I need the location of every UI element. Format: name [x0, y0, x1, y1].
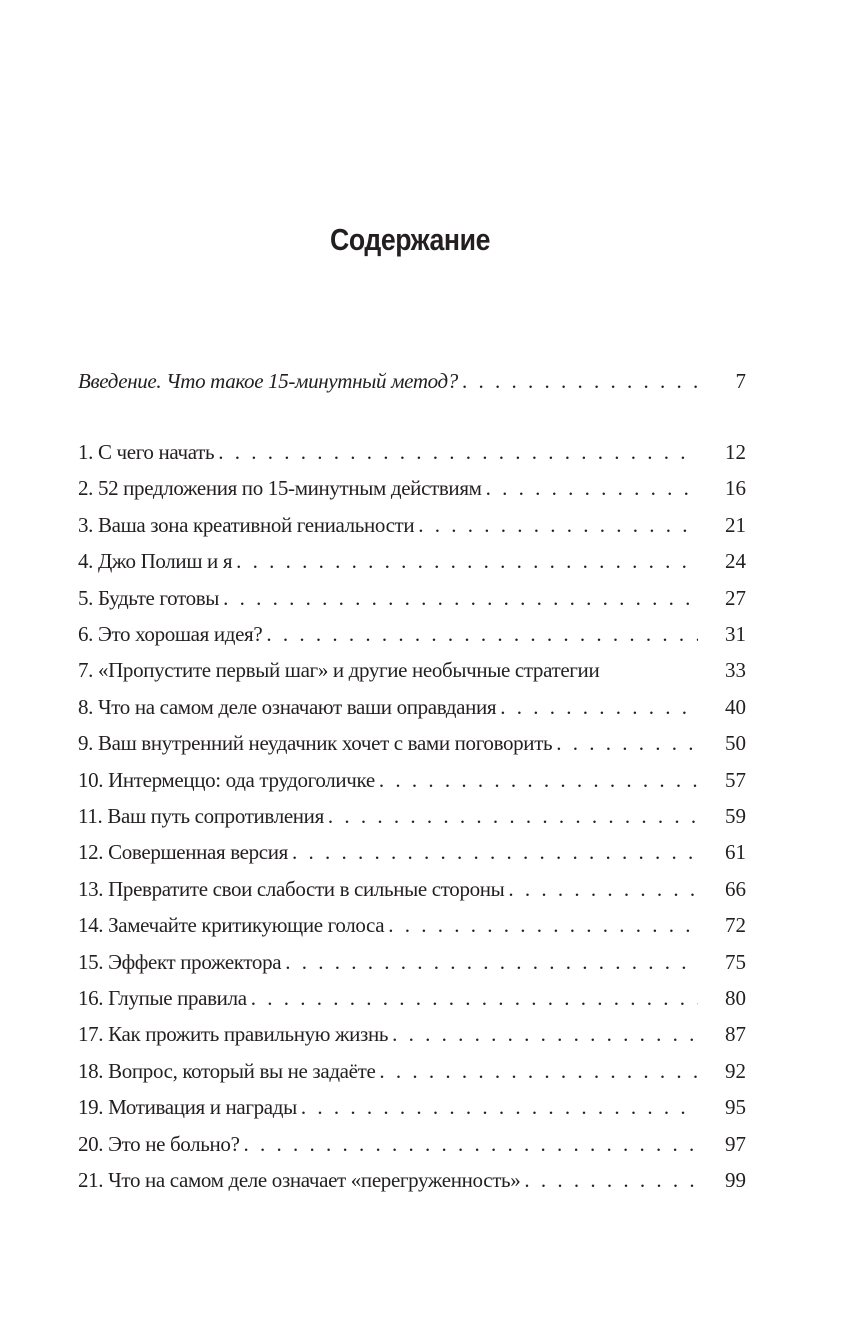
toc-entry-label: Введение. Что такое 15-минутный метод?	[78, 369, 458, 393]
toc-page-number: 75	[725, 949, 746, 974]
toc-dot-leader	[379, 1053, 698, 1089]
toc-entry[interactable]	[78, 871, 746, 907]
toc-dot-leader	[251, 980, 698, 1016]
toc-dot-leader	[223, 580, 698, 616]
toc-page-number: 16	[725, 476, 746, 501]
toc-entry-label: 2. 52 предложения по 15-минутным действиям	[78, 476, 482, 501]
toc-entry[interactable]	[78, 980, 746, 1016]
toc-dot-leader	[524, 1162, 698, 1198]
toc-entry-label: 8. Что на самом деле означают ваши оправдания	[78, 694, 497, 719]
toc-entry-label: 4. Джо Полиш и я	[78, 549, 233, 574]
toc-page-number: 80	[725, 986, 746, 1010]
toc-page-number: 92	[725, 1058, 746, 1083]
toc-entry[interactable]	[78, 834, 746, 870]
toc-entry-label: 10. Интермеццо: ода трудоголичке	[78, 767, 375, 792]
toc-entry-label: 15. Эффект прожектора	[78, 949, 282, 974]
toc-dot-leader	[462, 363, 698, 399]
toc-page-number: 61	[725, 840, 746, 865]
toc-page-number: 21	[725, 512, 746, 537]
toc-entry[interactable]	[78, 616, 746, 652]
toc-entry-label: 9. Ваш внутренний неудачник хочет с вами поговорить	[78, 731, 553, 756]
toc-page-number: 95	[725, 1095, 746, 1120]
toc-entry-label: 11. Ваш путь сопротивления	[78, 804, 324, 828]
toc-page-number: 87	[725, 1022, 746, 1047]
toc-page-number: 59	[725, 804, 746, 828]
toc-dot-leader	[388, 907, 698, 943]
toc-entry[interactable]	[78, 1016, 746, 1052]
toc-entry-label: 13. Превратите свои слабости в сильные стороны	[78, 876, 505, 901]
toc-entry-intro[interactable]	[78, 363, 746, 399]
toc-dot-leader	[556, 725, 698, 761]
toc-entry-label: 16. Глупые правила	[78, 986, 247, 1010]
toc-entry-label: 14. Замечайте критикующие голоса	[78, 913, 385, 938]
toc-dot-leader	[392, 1016, 698, 1052]
toc-entry[interactable]	[78, 944, 746, 980]
toc-page-number: 57	[725, 767, 746, 792]
toc-page-number: 40	[725, 694, 746, 719]
toc-page-number: 31	[725, 622, 746, 646]
toc-dot-leader	[379, 762, 698, 798]
toc-entry[interactable]	[78, 580, 746, 616]
toc-entry[interactable]	[78, 1162, 746, 1198]
toc-page-number: 99	[725, 1168, 746, 1192]
toc-dot-leader	[301, 1089, 698, 1125]
toc-dot-leader	[244, 1126, 698, 1162]
toc-entry[interactable]	[78, 689, 746, 725]
toc-entry[interactable]	[78, 725, 746, 761]
toc-dot-leader	[328, 798, 698, 834]
toc-entry-label: 7. «Пропустите первый шаг» и другие необычные стратегии	[78, 658, 600, 683]
toc-dot-leader	[418, 507, 698, 543]
toc-entry-label: 1. С чего начать	[78, 440, 215, 464]
toc-entry[interactable]	[78, 507, 746, 543]
toc-entry[interactable]	[78, 1089, 746, 1125]
toc-entry-label: 6. Это хорошая идея?	[78, 622, 263, 646]
toc-dot-leader	[500, 689, 698, 725]
toc-entry[interactable]	[78, 1126, 746, 1162]
toc-entry-label: 17. Как прожить правильную жизнь	[78, 1022, 389, 1047]
toc-dot-leader	[266, 616, 698, 652]
toc-page-number: 97	[725, 1131, 746, 1156]
toc-entry-label: 5. Будьте готовы	[78, 585, 220, 610]
toc-dot-leader	[285, 944, 698, 980]
toc-entry[interactable]	[78, 1053, 746, 1089]
toc-dot-leader	[236, 543, 698, 579]
toc-dot-leader	[292, 834, 698, 870]
toc-entry[interactable]	[78, 762, 746, 798]
toc-dot-leader	[218, 434, 698, 470]
toc-page-number: 50	[725, 731, 746, 756]
toc-page-number: 27	[725, 585, 746, 610]
toc-page-number: 72	[725, 913, 746, 938]
page-title: Содержание	[330, 222, 490, 257]
toc-page-number: 66	[725, 876, 746, 901]
toc-entry[interactable]	[78, 652, 746, 688]
toc-entry-label: 21. Что на самом деле означает «перегруженность»	[78, 1168, 521, 1192]
toc-entry[interactable]	[78, 907, 746, 943]
toc-entry-label: 12. Совершенная версия	[78, 840, 288, 865]
toc-page-number: 12	[725, 440, 746, 464]
toc-dot-leader	[508, 871, 698, 907]
toc-dot-leader	[486, 470, 698, 506]
toc-page-number: 24	[725, 549, 746, 574]
toc-page-number: 33	[725, 658, 746, 683]
toc-entry-label: 19. Мотивация и награды	[78, 1095, 297, 1120]
toc-entry[interactable]	[78, 798, 746, 834]
toc-entry[interactable]	[78, 434, 746, 470]
toc-entry-label: 20. Это не больно?	[78, 1131, 240, 1156]
toc-page-number: 7	[735, 369, 746, 393]
toc-entry-label: 3. Ваша зона креативной гениальности	[78, 512, 415, 537]
toc-entry-label: 18. Вопрос, который вы не задаёте	[78, 1058, 376, 1083]
toc-entry[interactable]	[78, 543, 746, 579]
toc-entry[interactable]	[78, 470, 746, 506]
